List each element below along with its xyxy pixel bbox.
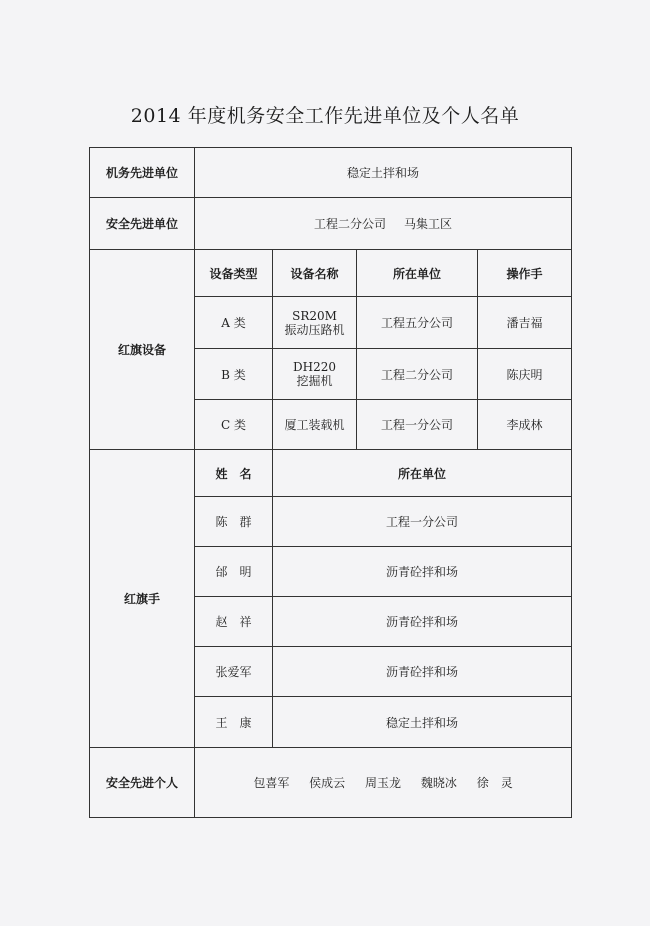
hand-name: 王 康 [195, 697, 273, 748]
row-label-safety-individuals: 安全先进个人 [90, 748, 195, 818]
equipment-model: DH220 [293, 360, 336, 374]
row-label-red-flag-hands: 红旗手 [90, 450, 195, 748]
equipment-type: B 类 [195, 349, 273, 400]
hand-unit: 稳定土拌和场 [273, 697, 572, 748]
hand-name: 张爱军 [195, 647, 273, 697]
equipment-model: SR20M [292, 308, 337, 323]
safety-unit-values [195, 198, 572, 250]
safety-individual: 徐 灵 [476, 776, 513, 790]
safety-individual: 周玉龙 [365, 776, 402, 790]
equipment-type: A 类 [195, 297, 273, 349]
equipment-unit: 工程二分公司 [357, 349, 478, 400]
row-label-mech-unit: 机务先进单位 [90, 148, 195, 198]
equipment-kind: 振动压路机 [284, 322, 345, 337]
row-safety-unit [90, 198, 572, 250]
safety-unit-1: 工程二分公司 [313, 217, 386, 231]
equipment-operator: 陈庆明 [478, 349, 572, 400]
col-header-operator: 操作手 [478, 250, 572, 297]
row-label-red-flag-equipment: 红旗设备 [90, 250, 195, 450]
equipment-operator: 李成林 [478, 400, 572, 450]
awards-table [89, 147, 572, 818]
hand-name: 陈 群 [195, 497, 273, 547]
hand-unit: 沥青砼拌和场 [273, 597, 572, 647]
safety-individual-names [195, 748, 572, 818]
safety-individual: 侯成云 [309, 776, 346, 790]
hand-unit: 沥青砼拌和场 [273, 647, 572, 697]
col-header-equipment-name: 设备名称 [273, 250, 357, 297]
equipment-type: C 类 [195, 400, 273, 450]
hand-name: 邰 明 [195, 547, 273, 597]
col-header-unit: 所在单位 [357, 250, 478, 297]
document-title: 2014 年度机务安全工作先进单位及个人名单 [130, 105, 520, 127]
equipment-unit: 工程五分公司 [357, 297, 478, 349]
mech-unit-value: 稳定土拌和场 [195, 148, 572, 198]
col-header-hand-unit: 所在单位 [273, 450, 572, 497]
hand-unit: 工程一分公司 [273, 497, 572, 547]
equipment-header-row [90, 250, 572, 297]
equipment-name [273, 297, 357, 349]
hand-name: 赵 祥 [195, 597, 273, 647]
equipment-name [273, 349, 357, 400]
hand-unit: 沥青砼拌和场 [273, 547, 572, 597]
safety-unit-2: 马集工区 [404, 217, 453, 231]
equipment-unit: 工程一分公司 [357, 400, 478, 450]
safety-individual: 包喜军 [253, 776, 290, 790]
equipment-kind: 挖掘机 [296, 374, 333, 388]
col-header-equipment-type: 设备类型 [195, 250, 273, 297]
equipment-operator: 潘吉福 [478, 297, 572, 349]
col-header-name: 姓 名 [195, 450, 273, 497]
red-flag-hands-header-row [90, 450, 572, 497]
equipment-name: 厦工装载机 [273, 400, 357, 450]
row-safety-individuals [90, 748, 572, 818]
safety-individual: 魏晓冰 [420, 776, 457, 790]
row-label-safety-unit: 安全先进单位 [90, 198, 195, 250]
row-mech-unit [90, 148, 572, 198]
